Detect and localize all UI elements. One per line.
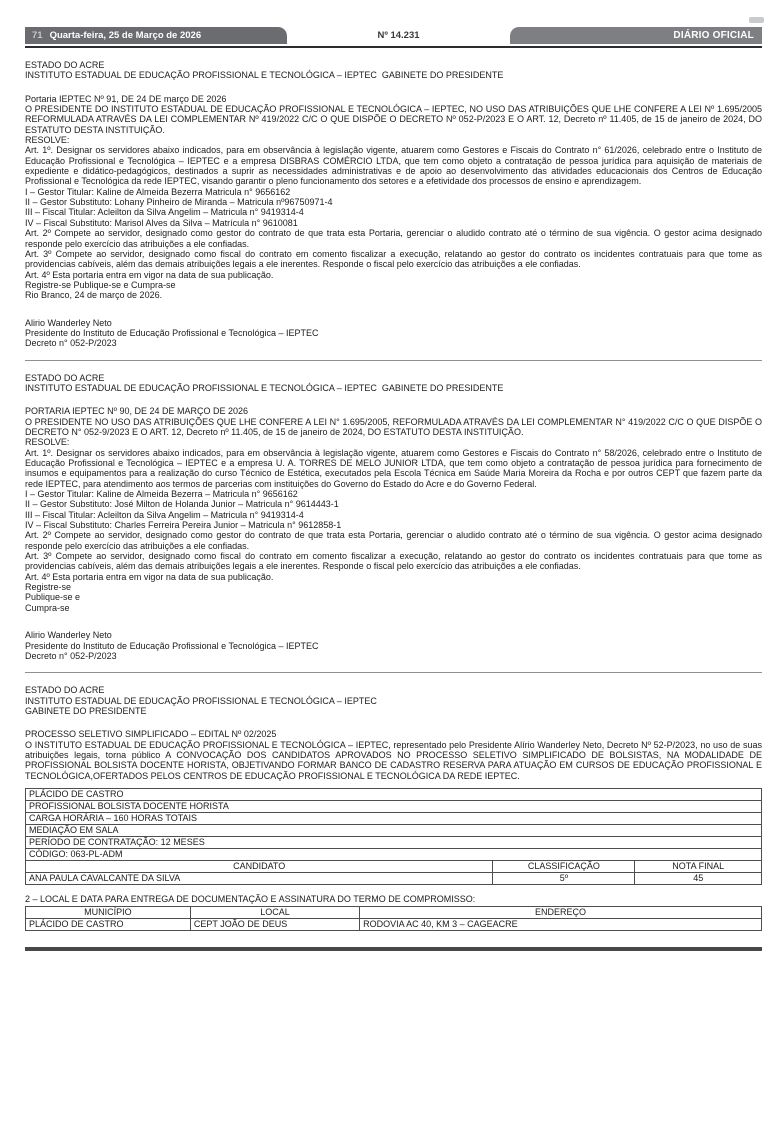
closing-line: Cumpra-se xyxy=(25,602,70,613)
city-date-line: Rio Branco, 24 de março de 2026. xyxy=(25,290,163,301)
table-row xyxy=(26,788,762,800)
vacancy-info-carga-horaria: CARGA HORÁRIA – 160 HORAS TOTAIS xyxy=(26,812,762,824)
table-row xyxy=(26,824,762,836)
col-header-candidato: CANDIDATO xyxy=(26,860,493,872)
section-divider xyxy=(25,672,762,673)
resolve-label: RESOLVE: xyxy=(25,437,70,448)
gestor-substituto-line: II – Gestor Substituto: Lohany Pinheiro de Miranda – Matricula nº96750971-4 xyxy=(25,197,333,208)
signer-decree: Decreto n° 052-P/2023 xyxy=(25,650,117,661)
portaria-90-art2: Art. 2º Compete ao servidor, designado como gestor do contrato de que trata esta Portaria, gerenciar o aludido contrato até o término de sua vigência. O gestor acima designado responde pelo exercício das atribuições a ele confiadas. xyxy=(25,530,762,551)
portaria-91-preamble: O PRESIDENTE DO INSTITUTO ESTADUAL DE EDUCAÇÃO PROFISSIONAL E TECNOLÓGICA – IEPTEC, NO USO DAS ATRIBUIÇÕES QUE LHE CONFERE A LEI Nº 1.695/2005 REFORMULADA ATRAVÉS DA LEI COMPLEMENTAR Nº 419/2022 C/C O QUE DISPÕE O DECRETO Nº 052-P/2023 E O ART. 12, Decreto nº 11.405, de 15 de janeiro de 2024, DO ESTATUTO DESTA INSTITUIÇÃO. xyxy=(25,104,762,135)
vacancy-info-codigo: CÓDIGO: 063-PL-ADM xyxy=(26,848,762,860)
closing-line: Registre-se xyxy=(25,582,72,593)
resolve-label: RESOLVE: xyxy=(25,135,70,146)
masthead-rule xyxy=(25,46,762,48)
masthead xyxy=(25,27,762,44)
location-endereco: RODOVIA AC 40, KM 3 – CAGEACRE xyxy=(360,919,762,931)
page-number: 71 xyxy=(32,30,43,41)
gestor-titular-line: I – Gestor Titular: Kaline de Almeida Bezerra Matricula n° 9656162 xyxy=(25,186,291,197)
page-footer-rule xyxy=(25,947,762,951)
masthead-date-bar xyxy=(25,27,287,44)
org-line: GABINETE DO PRESIDENTE xyxy=(25,705,147,716)
portaria-90-art3: Art. 3º Compete ao servidor, designado como fiscal do contrato em comento fiscalizar a execução, relatando ao gestor do contrato os incidentes contratuais para que tome as providencias cabíveis, além das demais atribuições legais a ele inerentes. Responde o fiscal pelo exercício das atribuições a ele confiadas. xyxy=(25,551,762,572)
org-line: ESTADO DO ACRE xyxy=(25,60,105,70)
portaria-90-art4: Art. 4º Esta portaria entra em vigor na data de sua publicação. xyxy=(25,571,274,582)
table-row xyxy=(26,812,762,824)
candidate-name: ANA PAULA CAVALCANTE DA SILVA xyxy=(26,872,493,884)
vacancy-info-periodo: PERÍODO DE CONTRATAÇÃO: 12 MESES xyxy=(26,836,762,848)
item2-title: 2 – LOCAL E DATA PARA ENTREGA DE DOCUMENTAÇÃO E ASSINATURA DO TERMO DE COMPROMISSO: xyxy=(25,893,476,904)
col-header-classificacao: CLASSIFICAÇÃO xyxy=(493,860,635,872)
signer-role: Presidente do Instituto de Educação Profissional e Tecnológica – IEPTEC xyxy=(25,640,319,651)
location-local: CEPT JOÃO DE DEUS xyxy=(190,919,359,931)
portaria-91-art3: Art. 3º Compete ao servidor, designado como fiscal do contrato em comento fiscalizar a execução, relatando ao gestor do contrato os incidentes contratuais para que tome as providencias cabíveis, além das demais atribuições legais a ele inerentes. Responde o fiscal pelo exercício das atribuições a ele confiadas. xyxy=(25,248,762,270)
location-table xyxy=(25,906,762,931)
col-header-municipio: MUNICÍPIO xyxy=(26,907,191,919)
portaria-90-preamble: O PRESIDENTE NO USO DAS ATRIBUIÇÕES QUE LHE CONFERE A LEI N° 1.695/2005, REFORMULADA ATRAVÉS DA LEI COMPLEMENTAR N° 419/2022 C/C O QUE DISPÕE O DECRETO N° 052-9/2023 E O ART. 12, Decreto nº 11.405, de 15 de janeiro de 2024, DO ESTATUTO DESTA INSTITUIÇÃO. xyxy=(25,416,762,437)
portaria-91-art4: Art. 4º Esta portaria entra em vigor na data de sua publicação. xyxy=(25,269,274,280)
org-line: ESTADO DO ACRE xyxy=(25,685,105,696)
edital-title: PROCESSO SELETIVO SIMPLIFICADO – EDITAL Nº 02/2025 xyxy=(25,729,277,740)
closing-line: Publique-se e xyxy=(25,592,81,603)
table-row xyxy=(26,800,762,812)
table-header-row xyxy=(26,907,762,919)
table-row xyxy=(26,919,762,931)
table-row xyxy=(26,872,762,884)
org-line: INSTITUTO ESTADUAL DE EDUCAÇÃO PROFISSIONAL E TECNOLÓGICA – IEPTEC xyxy=(25,695,377,706)
fiscal-titular-line: III – Fiscal Titular: Acleilton da Silva Angelim – Matricula n° 9419314-4 xyxy=(25,207,304,218)
table-row xyxy=(26,836,762,848)
gestor-titular-line: I – Gestor Titular: Kaline de Almeida Bezerra – Matricula n° 9656162 xyxy=(25,489,298,500)
vacancy-table xyxy=(25,788,762,885)
vacancy-info-modalidade: PROFISSIONAL BOLSISTA DOCENTE HORISTA xyxy=(26,800,762,812)
portaria-91-art2: Art. 2º Compete ao servidor, designado como gestor do contrato de que trata esta Portaria, gerenciar o aludido contrato até o término de sua vigência. O gestor acima designado responde pelo exercício das atribuições a ele confiadas. xyxy=(25,228,762,249)
masthead-date: Quarta-feira, 25 de Março de 2026 xyxy=(49,30,202,41)
org-line: ESTADO DO ACRE xyxy=(25,372,105,383)
fiscal-substituto-line: IV – Fiscal Substituto: Marisol Alves da Silva – Matrícula n° 9610081 xyxy=(25,217,298,228)
candidate-score: 45 xyxy=(635,872,762,884)
vacancy-info-municipio: PLÁCIDO DE CASTRO xyxy=(26,788,762,800)
vacancy-info-mediacao: MEDIAÇÃO EM SALA xyxy=(26,824,762,836)
col-header-endereco: ENDEREÇO xyxy=(360,907,762,919)
signer-name: Alirio Wanderley Neto xyxy=(25,317,112,328)
location-municipio: PLÁCIDO DE CASTRO xyxy=(26,919,191,931)
masthead-edition-number: Nº 14.231 xyxy=(377,30,420,41)
signer-decree: Decreto n° 052-P/2023 xyxy=(25,338,117,349)
org-line: INSTITUTO ESTADUAL DE EDUCAÇÃO PROFISSIONAL E TECNOLÓGICA – IEPTEC GABINETE DO PRESIDENTE xyxy=(25,70,504,81)
table-row xyxy=(26,848,762,860)
closing-line: Registre-se Publique-se e Cumpra-se xyxy=(25,279,176,290)
signer-name: Alirio Wanderley Neto xyxy=(25,630,112,641)
gestor-substituto-line: II – Gestor Substituto: José Milton de Holanda Junior – Matricula n° 9614443-1 xyxy=(25,499,339,510)
gazette-body xyxy=(0,60,784,931)
col-header-local: LOCAL xyxy=(190,907,359,919)
portaria-91-art1: Art. 1º. Designar os servidores abaixo indicados, para em observância à legislação vigente, atuarem como Gestores e Fiscais do Contrato n° 61/2026, celebrado entre o Instituto de Educação Profissional e Tecnológica – IEPTEC e a empresa DISBRAS COMÉRCIO LTDA, que tem como objeto a contratação de pessoa jurídica para aquisição de materiais de expediente e didático-pedagógicos, destinados a suprir as necessidades administrativas e de apoio ao desenvolvimento das atividades educacionais dos Centros de Educação Profissional e Tecnológica da rede IEPTEC, visando garantir o pleno funcionamento dos setores e a efetividade dos processos de ensino e aprendizagem. xyxy=(25,145,762,187)
fiscal-substituto-line: IV – Fiscal Substituto: Charles Ferreira Pereira Junior – Matricula n° 9612858-1 xyxy=(25,520,342,531)
portaria-91-title: Portaria IEPTEC Nº 91, DE 24 DE março DE 2026 xyxy=(25,93,227,104)
signer-role: Presidente do Instituto de Educação Profissional e Tecnológica – IEPTEC xyxy=(25,327,319,338)
section-edital xyxy=(25,685,762,931)
org-line: INSTITUTO ESTADUAL DE EDUCAÇÃO PROFISSIONAL E TECNOLÓGICA – IEPTEC GABINETE DO PRESIDENTE xyxy=(25,382,504,393)
edital-intro: O INSTITUTO ESTADUAL DE EDUCAÇÃO PROFISSIONAL E TECNOLÓGICA – IEPTEC, representado pelo Presidente Alírio Wanderley Neto, Decreto Nº 52-P/2023, no uso de suas atribuições legais, torna público A CONVOCAÇÃO DOS CANDIDATOS APROVADOS NO PROCESSO SELETIVO SIMPLIFICADO DE BOLSISTAS, NA MODALIDADE DE PROFISSIONAL BOLSISTA DOCENTE HORISTA, OBJETIVANDO FORMAR BANCO DE CADASTRO RESERVA PARA ATUAÇÃO EM CURSOS DE EDUCAÇÃO PROFISSIONAL E TECNOLÓGICA,OFERTADOS PELOS CENTROS DE EDUCAÇÃO PROFISSIONAL E TECNOLÓGICA DA REDE IEPTEC. xyxy=(25,739,762,781)
col-header-nota-final: NOTA FINAL xyxy=(635,860,762,872)
page-edge-artifact xyxy=(749,17,764,23)
candidate-rank: 5º xyxy=(493,872,635,884)
portaria-90-title: PORTARIA IEPTEC Nº 90, DE 24 DE MARÇO DE 2026 xyxy=(25,406,249,417)
fiscal-titular-line: III – Fiscal Titular: Acleilton da Silva Angelim – Matricula n° 9419314-4 xyxy=(25,509,304,520)
section-divider xyxy=(25,360,762,361)
section-portaria-91 xyxy=(25,60,762,349)
portaria-90-art1: Art. 1º. Designar os servidores abaixo indicados, para em observância à legislação vigente, atuarem como Gestores e Fiscais do Contrato n° 58/2026, celebrado entre o Instituto de Educação Profissional e Tecnológica – IEPTEC e a empresa U. A. TORRES DE MELO JUNIOR LTDA, que tem como objeto a contratação de pessoa jurídica para fornecimento de insumos e equipamentos para a realização do curso Técnico de Estética, executados pela Escola Técnica em Saúde Maria Moreira da Rocha e por outros CEPT que fazem parte da rede IEPTEC, para atendimento aos termos de parcerias com instituições do Governo do Estado do Acre e do Governo Federal. xyxy=(25,447,762,489)
table-header-row xyxy=(26,860,762,872)
section-portaria-90 xyxy=(25,373,762,662)
masthead-publication-title: DIÁRIO OFICIAL xyxy=(510,27,762,44)
